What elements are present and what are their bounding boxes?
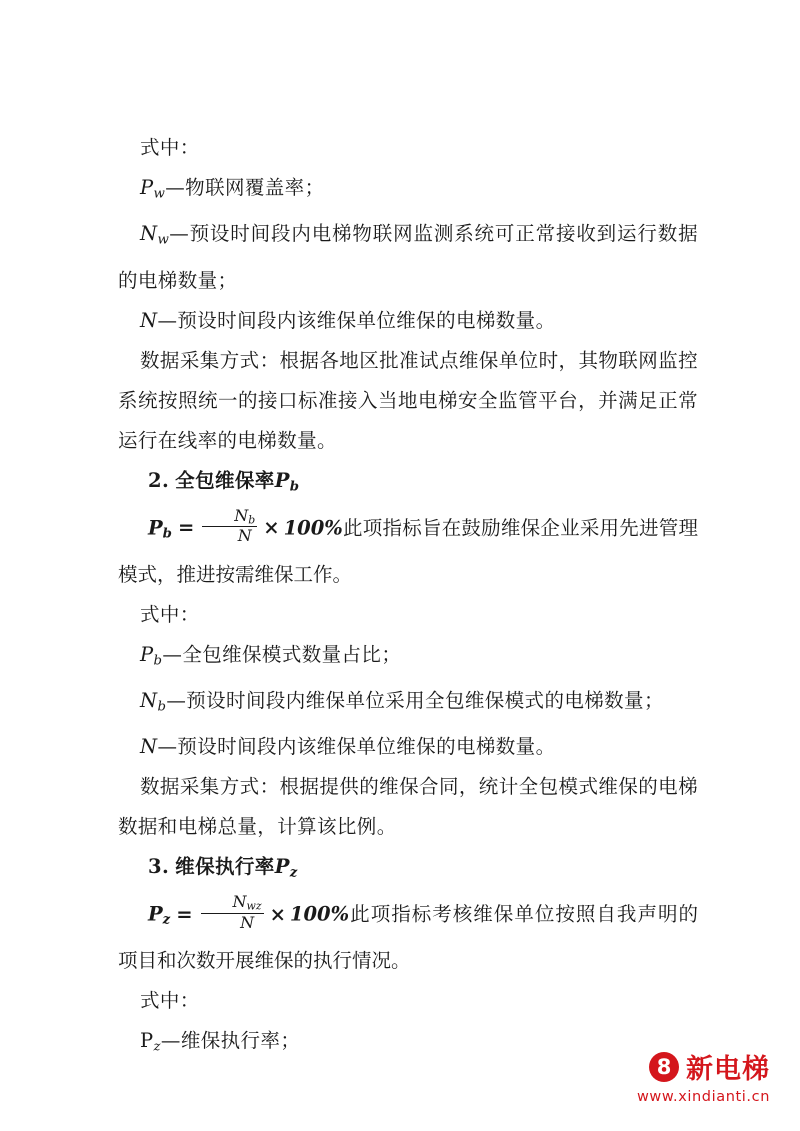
formula-equals: = xyxy=(176,902,193,926)
definition-text: —预设时间段内该维保单位维保的电梯数量。 xyxy=(157,735,556,759)
formula-description: 此项指标旨在鼓励维保企业采用先进管理模式，推进按需维保工作。 xyxy=(118,516,698,586)
text-run: 式中： xyxy=(140,136,200,159)
heading-variable-subscript: z xyxy=(289,865,298,881)
formula-percent: 100% xyxy=(289,902,350,926)
formula-percent: 100% xyxy=(283,516,343,540)
definition-pb xyxy=(118,635,698,681)
fraction-denominator: N xyxy=(237,526,252,546)
definition-text: —预设时间段内维保单位采用全包维保模式的电梯数量； xyxy=(166,688,664,712)
fraction-denominator: N xyxy=(240,912,255,932)
definition-nb xyxy=(118,681,698,727)
paragraph-shizhong-1 xyxy=(118,128,698,168)
definition-n-1 xyxy=(118,301,698,341)
heading-item-3 xyxy=(118,847,698,893)
definition-n-2 xyxy=(118,727,698,767)
definition-text: —预设时间段内该维保单位维保的电梯数量。 xyxy=(157,308,556,332)
variable-symbol: P xyxy=(140,1029,154,1052)
watermark xyxy=(470,1047,770,1113)
formula-pb xyxy=(118,507,698,595)
variable-subscript: z xyxy=(153,1039,161,1055)
paragraph-data-collection-1 xyxy=(118,341,698,461)
heading-number: 2. xyxy=(148,468,170,492)
formula-pz xyxy=(118,893,698,981)
variable-subscript: w xyxy=(153,186,166,202)
text-run: 数据采集方式：根据提供的维保合同，统计全包模式维保的电梯数据和电梯总量，计算该比例。 xyxy=(118,775,698,839)
brand-url: www.xindianti.cn xyxy=(636,1089,770,1105)
variable-symbol: N xyxy=(140,688,158,712)
brand-title: 新电梯 xyxy=(686,1054,770,1085)
paragraph-data-collection-2 xyxy=(118,767,698,847)
fraction-numerator xyxy=(202,507,257,527)
watermark-brand xyxy=(470,1047,770,1086)
definition-pw xyxy=(118,168,698,214)
text-run: 式中： xyxy=(140,989,200,1012)
heading-number: 3. xyxy=(148,855,170,879)
formula-multiply: × xyxy=(269,902,286,926)
numerator-subscript: wz xyxy=(246,900,262,914)
heading-variable-subscript: b xyxy=(289,478,300,494)
variable-subscript: w xyxy=(157,232,170,248)
text-run: 数据采集方式：根据各地区批准试点维保单位时，其物联网监控系统按照统一的接口标准接入当地电梯安全监管平台，并满足正常运行在线率的电梯数量。 xyxy=(118,348,698,452)
variable-symbol: P xyxy=(140,176,154,199)
formula-lhs-subscript: z xyxy=(162,913,171,928)
brand-logo-icon: 8 xyxy=(649,1052,679,1082)
definition-nw xyxy=(118,214,698,300)
definition-text: —预设时间段内电梯物联网监测系统可正常接收到运行数据的电梯数量； xyxy=(118,222,698,292)
numerator-subscript: b xyxy=(248,513,256,527)
formula-equals: = xyxy=(177,516,195,540)
definition-text: —物联网覆盖率； xyxy=(165,176,325,199)
variable-symbol: N xyxy=(140,222,158,246)
heading-text: 全包维保率 xyxy=(175,468,275,492)
numerator-symbol: N xyxy=(234,505,249,525)
formula-fraction xyxy=(202,507,257,545)
document-body xyxy=(118,128,698,1067)
numerator-symbol: N xyxy=(232,892,247,912)
variable-subscript: b xyxy=(157,699,167,715)
formula-fraction xyxy=(201,893,264,931)
heading-variable: P xyxy=(274,855,290,879)
heading-text: 维保执行率 xyxy=(175,855,275,879)
variable-symbol: N xyxy=(140,308,158,332)
text-run: 式中： xyxy=(140,602,200,626)
formula-lhs: P xyxy=(148,516,163,540)
heading-item-2 xyxy=(118,461,698,507)
variable-symbol: P xyxy=(140,642,154,666)
definition-text: —维保执行率； xyxy=(160,1029,301,1052)
variable-symbol: N xyxy=(140,735,158,759)
formula-description: 此项指标考核维保单位按照自我声明的项目和次数开展维保的执行情况。 xyxy=(118,902,698,972)
formula-multiply: × xyxy=(263,516,280,540)
paragraph-shizhong-2 xyxy=(118,595,698,635)
formula-lhs: P xyxy=(148,902,163,926)
formula-lhs-subscript: b xyxy=(162,526,172,542)
paragraph-shizhong-3 xyxy=(118,981,698,1021)
definition-text: —全包维保模式数量占比； xyxy=(162,642,402,666)
heading-variable: P xyxy=(274,468,290,492)
fraction-numerator xyxy=(201,893,264,913)
variable-subscript: b xyxy=(153,652,163,668)
